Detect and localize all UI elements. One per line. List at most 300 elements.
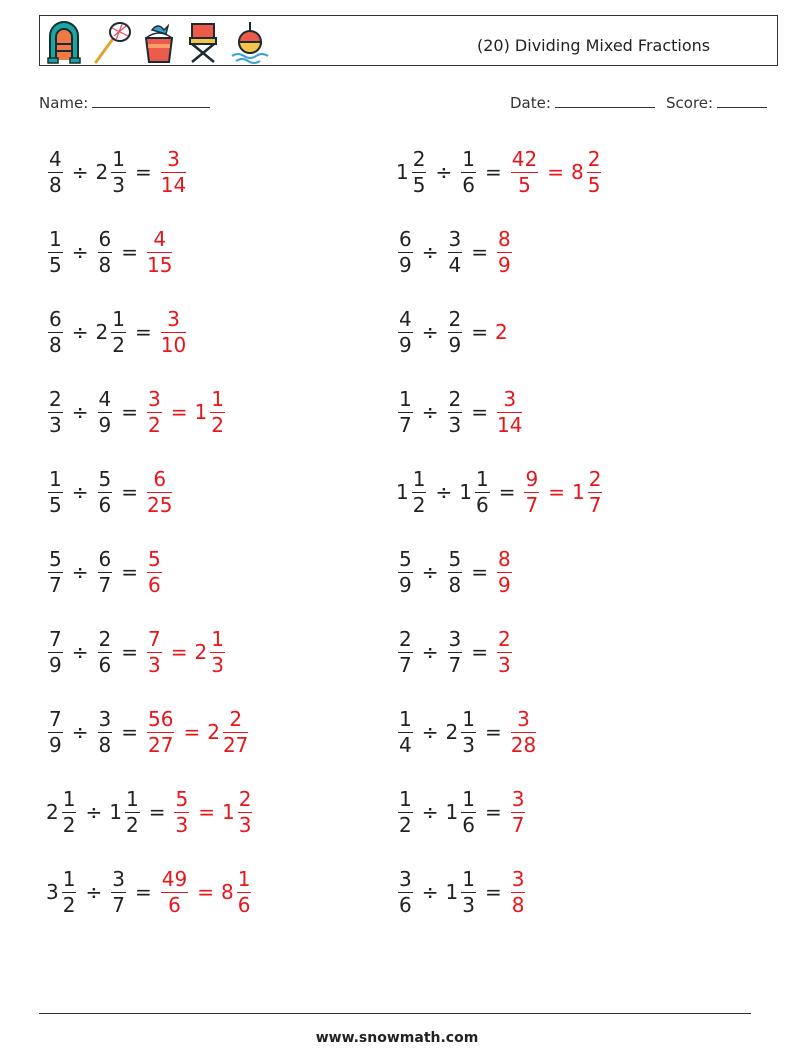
whole-part: 2 [207, 720, 220, 744]
numerator: 1 [399, 787, 412, 811]
answer [159, 309, 188, 355]
fraction [398, 229, 413, 275]
divide-sign: ÷ [421, 560, 439, 584]
score-blank[interactable] [717, 93, 767, 108]
denominator: 7 [49, 573, 62, 597]
fraction [98, 229, 113, 275]
answer [495, 389, 524, 435]
numerator: 2 [229, 707, 243, 731]
numerator: 5 [175, 787, 189, 811]
numerator: 3 [503, 387, 517, 411]
numerator: 2 [587, 147, 601, 171]
denominator: 25 [147, 493, 173, 517]
fraction [48, 469, 63, 515]
equals-sign: = [121, 400, 138, 424]
denominator: 9 [498, 573, 511, 597]
denominator: 9 [399, 333, 412, 357]
mixed-number [46, 629, 65, 675]
equals-sign: = [121, 640, 138, 664]
mixed-number [46, 389, 65, 435]
numerator: 4 [399, 307, 412, 331]
numerator: 7 [49, 707, 62, 731]
denominator: 5 [587, 173, 601, 197]
mixed-number [46, 789, 78, 835]
answer [509, 789, 528, 835]
fraction [398, 549, 413, 595]
denominator: 3 [448, 413, 462, 437]
fraction [448, 229, 463, 275]
fraction [398, 869, 413, 915]
denominator: 6 [399, 893, 412, 917]
numerator: 3 [98, 707, 112, 731]
equals-sign: = [198, 800, 215, 824]
whole-part: 1 [445, 880, 459, 904]
denominator: 7 [112, 893, 125, 917]
equals-sign: = [471, 400, 488, 424]
equals-sign: = [484, 880, 502, 904]
numerator: 5 [448, 547, 462, 571]
fraction [48, 149, 63, 195]
denominator: 3 [498, 653, 511, 677]
divide-sign: ÷ [435, 160, 453, 184]
fraction [161, 149, 186, 195]
fraction [511, 869, 526, 915]
numerator: 9 [525, 467, 539, 491]
numerator: 3 [399, 867, 412, 891]
denominator: 3 [112, 173, 125, 197]
answer [495, 549, 514, 595]
mixed-number [446, 389, 465, 435]
problem-item [396, 542, 514, 602]
problem-item [46, 462, 174, 522]
fraction [588, 469, 603, 515]
denominator: 7 [399, 413, 412, 437]
numerator: 1 [462, 867, 475, 891]
mixed-number [396, 549, 415, 595]
numerator: 3 [448, 627, 462, 651]
numerator: 3 [167, 147, 180, 171]
numerator: 6 [49, 307, 62, 331]
equals-sign: = [548, 480, 565, 504]
denominator: 5 [412, 173, 426, 197]
mixed-number [96, 389, 115, 435]
numerator: 8 [498, 227, 511, 251]
whole-part: 1 [396, 480, 409, 504]
mixed-number [96, 309, 128, 355]
answer [145, 389, 227, 435]
fraction [98, 709, 113, 755]
divide-sign: ÷ [435, 480, 453, 504]
numerator: 3 [148, 387, 161, 411]
whole-part: 3 [46, 880, 59, 904]
problem-item [46, 302, 188, 362]
numerator: 6 [153, 467, 167, 491]
answer [495, 629, 514, 675]
numerator: 1 [211, 387, 224, 411]
fraction [147, 229, 172, 275]
mixed-number [96, 549, 115, 595]
equals-sign: = [121, 560, 138, 584]
denominator: 8 [98, 253, 112, 277]
fraction [475, 469, 490, 515]
answer [159, 149, 188, 195]
denominator: 7 [399, 653, 412, 677]
mixed-number [96, 149, 128, 195]
equals-sign: = [121, 720, 138, 744]
fraction [48, 629, 63, 675]
denominator: 8 [49, 173, 62, 197]
divide-sign: ÷ [71, 160, 89, 184]
denominator: 5 [49, 253, 62, 277]
mixed-number [221, 869, 253, 915]
answer [522, 469, 604, 515]
numerator: 1 [49, 227, 62, 251]
fraction [210, 389, 225, 435]
mixed-number [522, 469, 541, 515]
denominator: 7 [448, 653, 462, 677]
date-blank[interactable] [555, 93, 655, 108]
numerator: 1 [462, 147, 475, 171]
mixed-number [46, 869, 78, 915]
mixed-number [207, 709, 250, 755]
denominator: 6 [462, 813, 475, 837]
equals-sign: = [134, 880, 152, 904]
divide-sign: ÷ [71, 560, 89, 584]
mixed-number [495, 389, 524, 435]
fraction [587, 149, 602, 195]
fraction [62, 789, 77, 835]
divide-sign: ÷ [71, 240, 89, 264]
whole-part: 1 [221, 800, 235, 824]
mixed-number [495, 320, 509, 344]
problem-item [46, 142, 188, 202]
fraction [147, 549, 162, 595]
denominator: 6 [98, 653, 112, 677]
numerator: 56 [148, 707, 174, 731]
fraction [398, 389, 413, 435]
footer-site: www.snowmath.com [315, 1030, 479, 1046]
score-label: Score: [666, 94, 714, 112]
whole-part: 2 [194, 640, 208, 664]
mixed-number [145, 389, 164, 435]
denominator: 2 [62, 893, 76, 917]
denominator: 14 [497, 413, 523, 437]
mixed-number [109, 869, 128, 915]
denominator: 9 [49, 733, 62, 757]
answer [145, 229, 174, 275]
problem-item [46, 782, 254, 842]
mixed-number [396, 229, 415, 275]
mixed-number [46, 709, 65, 755]
fraction [98, 549, 113, 595]
fraction [111, 309, 126, 355]
whole-part: 1 [445, 800, 459, 824]
footer-divider [39, 1013, 751, 1014]
problem-item [46, 622, 227, 682]
divide-sign: ÷ [71, 400, 89, 424]
whole-part: 1 [109, 800, 122, 824]
problem-item [396, 382, 524, 442]
mixed-number [396, 389, 415, 435]
mixed-number [159, 149, 188, 195]
mixed-number [195, 629, 227, 675]
mixed-number [46, 549, 65, 595]
answer [172, 789, 254, 835]
fraction [511, 789, 526, 835]
fraction [48, 309, 63, 355]
numerator: 4 [153, 227, 167, 251]
date-label: Date: [510, 94, 551, 112]
equals-sign: = [471, 640, 488, 664]
numerator: 3 [517, 707, 530, 731]
denominator: 7 [525, 493, 539, 517]
mixed-number [495, 629, 514, 675]
fraction [98, 629, 113, 675]
numerator: 6 [399, 227, 412, 251]
date-field[interactable] [510, 93, 655, 112]
numerator: 4 [49, 147, 62, 171]
divide-sign: ÷ [85, 880, 103, 904]
numerator: 3 [112, 867, 125, 891]
mixed-number [172, 789, 191, 835]
equals-sign: = [197, 880, 214, 904]
fraction [62, 869, 77, 915]
numerator: 2 [238, 787, 252, 811]
numerator: 1 [112, 147, 125, 171]
fraction [497, 629, 512, 675]
whole-part: 2 [95, 160, 109, 184]
answer [509, 149, 604, 195]
fraction [147, 469, 172, 515]
problem-item [396, 302, 509, 362]
denominator: 8 [49, 333, 62, 357]
whole-part: 8 [570, 160, 584, 184]
mixed-number [396, 629, 415, 675]
fraction [238, 789, 253, 835]
denominator: 7 [511, 813, 525, 837]
denominator: 3 [462, 893, 475, 917]
fishing-bobber-icon [230, 20, 270, 64]
problem-item [396, 862, 527, 922]
equals-sign: = [471, 240, 488, 264]
denominator: 9 [399, 573, 412, 597]
mixed-number [96, 229, 115, 275]
denominator: 2 [148, 413, 161, 437]
whole-part: 2 [46, 800, 59, 824]
numerator: 7 [49, 627, 62, 651]
denominator: 6 [237, 893, 251, 917]
answer [509, 709, 538, 755]
name-field[interactable] [39, 93, 210, 112]
fraction [48, 229, 63, 275]
fraction [111, 149, 126, 195]
fraction [448, 389, 463, 435]
divide-sign: ÷ [421, 400, 439, 424]
fraction [174, 789, 189, 835]
mixed-number [509, 709, 538, 755]
fraction [161, 869, 188, 915]
fraction [48, 549, 63, 595]
denominator: 7 [98, 573, 112, 597]
numerator: 2 [588, 467, 602, 491]
numerator: 1 [125, 787, 139, 811]
numerator: 49 [161, 867, 188, 891]
problem-item [46, 702, 250, 762]
fraction [161, 309, 186, 355]
mixed-number [222, 789, 254, 835]
mixed-number [109, 789, 141, 835]
denominator: 9 [399, 253, 412, 277]
numerator: 1 [62, 787, 76, 811]
numerator: 5 [399, 547, 412, 571]
mixed-number [446, 789, 478, 835]
numerator: 2 [412, 147, 426, 171]
mixed-number [459, 149, 478, 195]
mixed-number [396, 709, 415, 755]
fraction [461, 789, 476, 835]
numerator: 1 [237, 867, 251, 891]
denominator: 3 [148, 653, 161, 677]
problem-item [46, 862, 253, 922]
denominator: 15 [147, 253, 173, 277]
numerator: 1 [475, 467, 489, 491]
fraction [448, 549, 463, 595]
denominator: 2 [125, 813, 139, 837]
mixed-number [459, 469, 491, 515]
header-icons [46, 20, 270, 64]
equals-sign: = [183, 720, 201, 744]
denominator: 7 [588, 493, 602, 517]
numerator: 3 [167, 307, 180, 331]
fraction [398, 309, 413, 355]
divide-sign: ÷ [71, 480, 89, 504]
mixed-number [446, 549, 465, 595]
camping-chair-icon [186, 20, 220, 64]
numerator: 42 [511, 147, 538, 171]
denominator: 27 [222, 733, 249, 757]
mixed-number [46, 469, 65, 515]
denominator: 8 [448, 573, 462, 597]
numerator: 1 [412, 467, 426, 491]
problem-item [46, 542, 164, 602]
fraction [398, 629, 413, 675]
numerator: 1 [49, 467, 62, 491]
numerator: 1 [211, 627, 224, 651]
numerator: 1 [462, 707, 475, 731]
life-raft-icon [46, 20, 82, 64]
mixed-number [145, 229, 174, 275]
equals-sign: = [170, 640, 188, 664]
mixed-number [446, 229, 465, 275]
denominator: 8 [98, 733, 112, 757]
mixed-number [509, 149, 540, 195]
mixed-number [509, 789, 528, 835]
denominator: 3 [462, 733, 475, 757]
mixed-number [46, 309, 65, 355]
mixed-number [46, 149, 65, 195]
mixed-number [446, 709, 478, 755]
denominator: 5 [518, 173, 531, 197]
problem-item [46, 382, 227, 442]
fraction [511, 709, 536, 755]
numerator: 2 [448, 307, 462, 331]
denominator: 4 [399, 733, 412, 757]
fraction [497, 229, 512, 275]
fraction [461, 709, 476, 755]
whole-part: 8 [220, 880, 234, 904]
fish-bucket-icon [142, 20, 176, 64]
denominator: 3 [211, 653, 224, 677]
fraction [98, 389, 113, 435]
mixed-number [396, 149, 428, 195]
fraction [497, 389, 522, 435]
numerator: 2 [98, 627, 112, 651]
denominator: 6 [462, 173, 475, 197]
problem-item [396, 462, 604, 522]
divide-sign: ÷ [85, 800, 103, 824]
name-blank[interactable] [92, 93, 210, 108]
fraction [461, 149, 476, 195]
mixed-number [96, 629, 115, 675]
mixed-number [159, 309, 188, 355]
equals-sign: = [484, 720, 502, 744]
mixed-number [145, 709, 176, 755]
fraction [147, 709, 174, 755]
fraction [48, 709, 63, 755]
fraction [398, 789, 413, 835]
fraction [461, 869, 476, 915]
equals-sign: = [547, 160, 564, 184]
whole-part: 1 [194, 400, 208, 424]
answer [159, 869, 254, 915]
problem-item [396, 622, 514, 682]
denominator: 4 [448, 253, 462, 277]
fraction [524, 469, 539, 515]
denominator: 3 [49, 413, 62, 437]
fraction [448, 309, 463, 355]
equals-sign: = [134, 160, 152, 184]
denominator: 6 [98, 493, 112, 517]
denominator: 27 [148, 733, 174, 757]
numerator: 3 [448, 227, 462, 251]
numerator: 7 [148, 627, 161, 651]
problem-item [396, 142, 603, 202]
divide-sign: ÷ [71, 640, 89, 664]
answer [495, 320, 509, 344]
denominator: 14 [160, 173, 187, 197]
numerator: 2 [448, 387, 462, 411]
denominator: 6 [168, 893, 181, 917]
divide-sign: ÷ [421, 720, 439, 744]
mixed-number [396, 789, 415, 835]
problem-item [396, 222, 514, 282]
score-field[interactable] [666, 93, 767, 112]
denominator: 5 [49, 493, 62, 517]
fraction [147, 629, 162, 675]
fraction [147, 389, 162, 435]
whole-part: 1 [459, 480, 472, 504]
denominator: 6 [475, 493, 489, 517]
fraction [98, 469, 113, 515]
answer [495, 229, 514, 275]
mixed-number [145, 629, 164, 675]
divide-sign: ÷ [421, 880, 439, 904]
problem-item [396, 702, 538, 762]
mixed-number [571, 149, 603, 195]
numerator: 3 [511, 867, 525, 891]
answer [145, 629, 227, 675]
divide-sign: ÷ [421, 640, 439, 664]
